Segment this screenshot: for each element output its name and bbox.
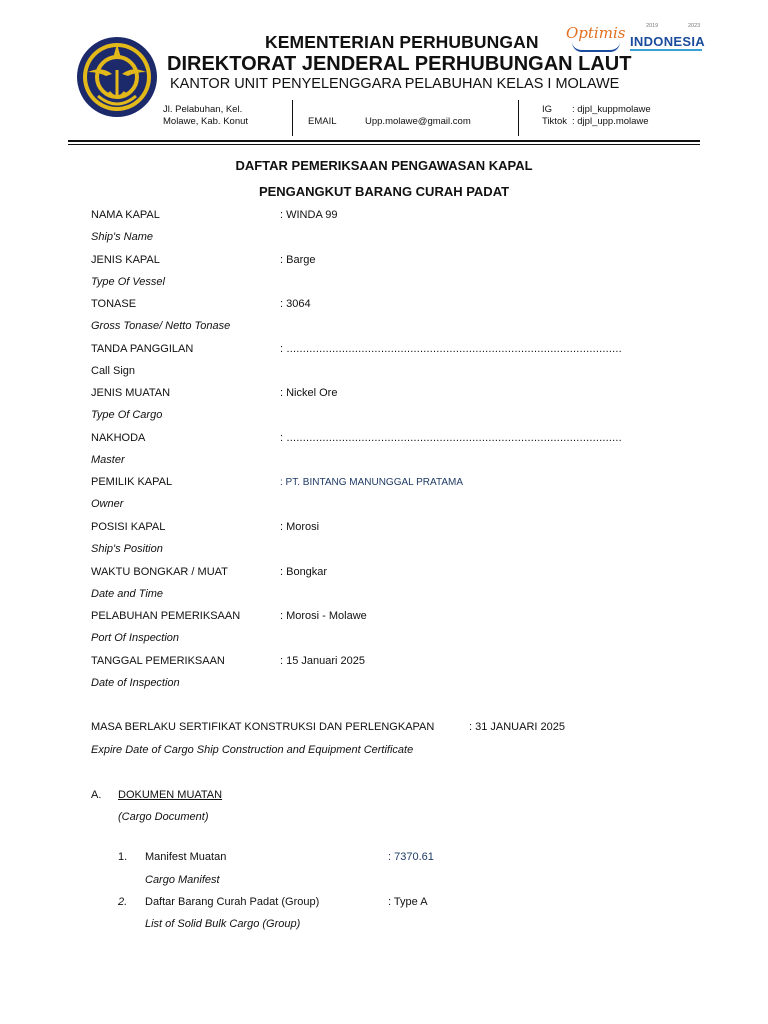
field-label-loading-time: WAKTU BONGKAR / MUAT — [91, 566, 228, 578]
cargo-doc-item-label: Daftar Barang Curah Padat (Group) — [145, 896, 320, 908]
section-a-letter: A. — [91, 789, 102, 801]
field-label-ship-position: POSISI KAPAL — [91, 521, 166, 533]
brand-indonesia-text: INDONESIA — [630, 34, 705, 49]
field-label-call-sign: TANDA PANGGILAN — [91, 343, 194, 355]
field-value-loading-time: : Bongkar — [280, 566, 328, 578]
field-sub-call-sign: Call Sign — [91, 365, 136, 377]
cargo-doc-item-value: : Type A — [388, 896, 428, 908]
document-title-line-2: PENGANGKUT BARANG CURAH PADAT — [258, 184, 510, 199]
ministry-logo — [76, 36, 158, 118]
brand-year-end: 2023 — [688, 23, 701, 29]
office-name: KANTOR UNIT PENYELENGGARA PELABUHAN KELAS I MOLAWE — [170, 76, 620, 92]
cargo-doc-item-sub: Cargo Manifest — [145, 874, 220, 886]
field-label-vessel-type: JENIS KAPAL — [91, 254, 160, 266]
brand-underline — [630, 49, 702, 51]
ministry-name: KEMENTERIAN PERHUBUNGAN — [265, 32, 539, 52]
field-value-tonnage: : 3064 — [280, 298, 311, 310]
ig-handle: : djpl_kuppmolawe — [572, 104, 651, 115]
contact-divider — [292, 100, 293, 136]
brand-year-start: 2019 — [646, 23, 659, 29]
directorate-name: DIREKTORAT JENDERAL PERHUBUNGAN LAUT — [167, 53, 632, 75]
header-divider — [68, 140, 700, 145]
field-sub-vessel-type: Type Of Vessel — [91, 276, 165, 288]
field-value-vessel-type: : Barge — [280, 254, 316, 266]
tiktok-handle: : djpl_upp.molawe — [572, 116, 649, 127]
cargo-doc-item-number: 2. — [118, 896, 128, 908]
email-address: Upp.molawe@gmail.com — [365, 116, 471, 127]
field-label-tonnage: TONASE — [91, 298, 137, 310]
field-sub-owner: Owner — [91, 498, 124, 510]
section-a-sub: (Cargo Document) — [118, 811, 209, 823]
field-value-ship-position: : Morosi — [280, 521, 320, 533]
brand-optimis-text: Optimis — [566, 24, 626, 42]
address-line-2: Molawe, Kab. Konut — [163, 116, 249, 127]
certificate-sub: Expire Date of Cargo Ship Construction and Equipment Certificate — [91, 744, 414, 756]
field-value-call-sign: : ....................................................................................................... — [280, 343, 622, 355]
field-value-inspection-date: : 15 Januari 2025 — [280, 655, 366, 667]
address-line-1: Jl. Pelabuhan, Kel. — [163, 104, 243, 115]
contact-divider — [518, 100, 519, 136]
cargo-doc-item-value: : 7370.61 — [388, 851, 434, 863]
field-value-master: : ....................................................................................................... — [280, 432, 622, 444]
document-title-line-1: DAFTAR PEMERIKSAAN PENGAWASAN KAPAL — [235, 158, 533, 173]
brand-swoosh-icon — [572, 42, 620, 52]
field-sub-cargo-type: Type Of Cargo — [91, 409, 163, 421]
section-a-title: DOKUMEN MUATAN — [118, 789, 223, 801]
field-value-inspection-port: : Morosi - Molawe — [280, 610, 367, 622]
cargo-doc-item-label: Manifest Muatan — [145, 851, 227, 863]
cargo-doc-item-sub: List of Solid Bulk Cargo (Group) — [145, 918, 301, 930]
cargo-doc-item-number: 1. — [118, 851, 128, 863]
field-label-inspection-port: PELABUHAN PEMERIKSAAN — [91, 610, 241, 622]
optimis-indonesia-logo — [566, 22, 706, 58]
ig-label: IG — [542, 104, 553, 115]
field-value-cargo-type: : Nickel Ore — [280, 387, 338, 399]
field-sub-ship-name: Ship's Name — [91, 231, 154, 243]
field-sub-inspection-port: Port Of Inspection — [91, 632, 180, 644]
field-label-inspection-date: TANGGAL PEMERIKSAAN — [91, 655, 225, 667]
field-sub-tonnage: Gross Tonase/ Netto Tonase — [91, 320, 231, 332]
tiktok-label: Tiktok — [542, 116, 567, 127]
field-sub-inspection-date: Date of Inspection — [91, 677, 180, 689]
field-label-ship-name: NAMA KAPAL — [91, 209, 160, 221]
field-sub-master: Master — [91, 454, 125, 466]
field-label-owner: PEMILIK KAPAL — [91, 476, 173, 488]
field-sub-loading-time: Date and Time — [91, 588, 164, 600]
field-label-cargo-type: JENIS MUATAN — [91, 387, 171, 399]
email-label: EMAIL — [308, 116, 337, 127]
field-sub-ship-position: Ship's Position — [91, 543, 163, 555]
certificate-expiry-value: : 31 JANUARI 2025 — [469, 721, 565, 733]
field-value-ship-name: : WINDA 99 — [280, 209, 338, 221]
field-value-owner: : PT. BINTANG MANUNGGAL PRATAMA — [280, 477, 463, 488]
certificate-label: MASA BERLAKU SERTIFIKAT KONSTRUKSI DAN PERLENGKAPAN — [91, 721, 435, 733]
field-label-master: NAKHODA — [91, 432, 146, 444]
